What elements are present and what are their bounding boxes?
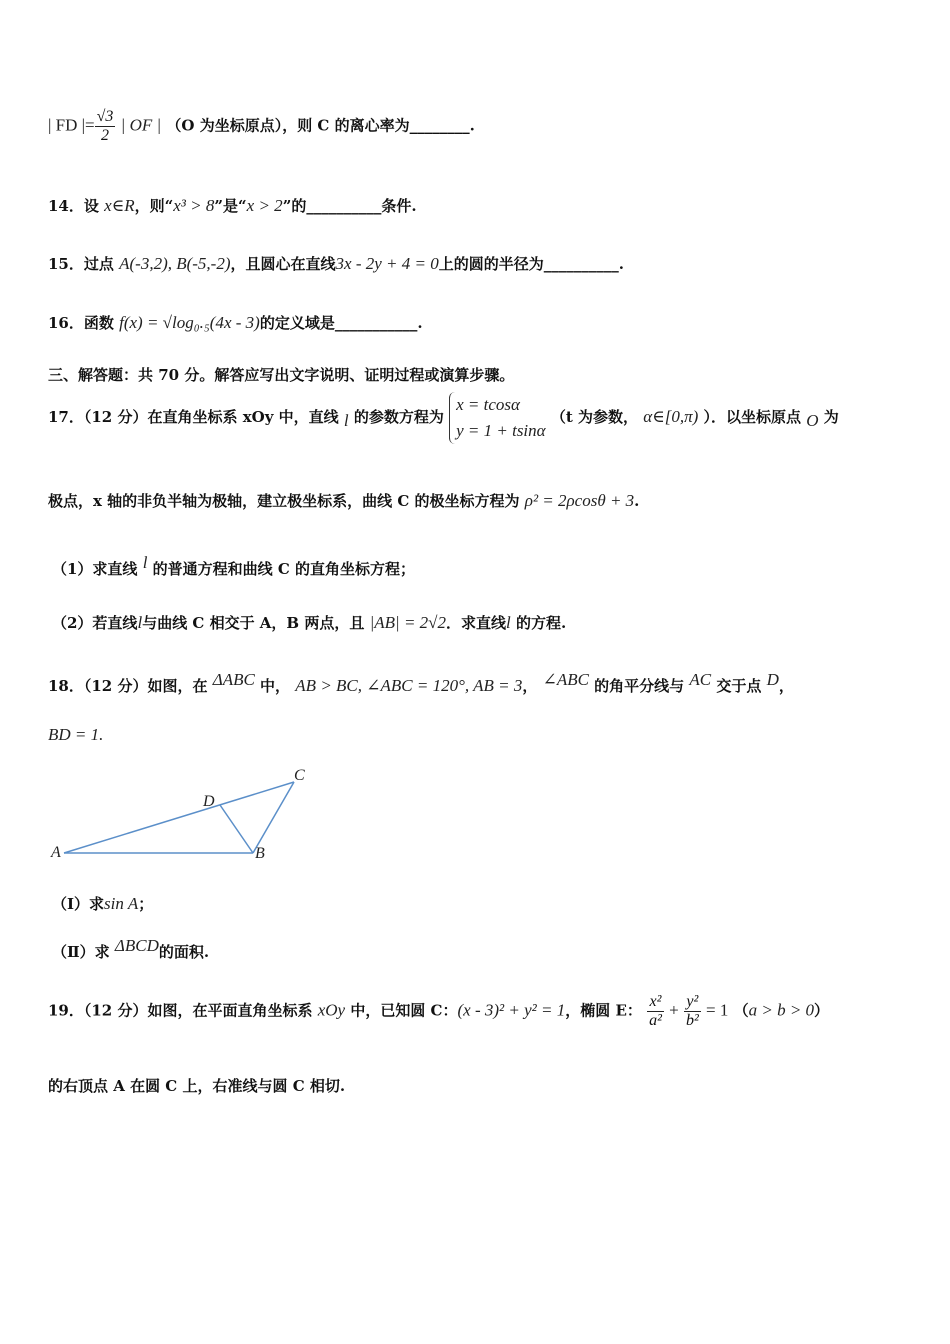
q17-number: 17．（12 分）在直角坐标系 xOy 中，直线: [48, 408, 339, 426]
q19-frac-x: [647, 993, 664, 1030]
q17-p2-a: （2）若直线: [52, 614, 138, 632]
q18-text-5: ，: [778, 677, 794, 695]
q18-bd: BD = 1.: [48, 725, 104, 744]
q17-eq-2: y = 1 + tsinα: [456, 421, 546, 440]
q17-eq-1: x = tcosα: [456, 395, 520, 414]
q17-polar-eq: ρ² = 2ρcosθ + 3: [524, 491, 635, 510]
q17-line2-text: 极点，x 轴的非负半轴为极轴，建立极坐标系，曲线 C 的极坐标方程为: [48, 492, 520, 510]
q18-bcd: ΔBCD: [114, 936, 159, 955]
q16-text-1: 的定义域是___________.: [259, 314, 423, 332]
q18-text-1: 中，: [260, 677, 291, 695]
q19-fy: y²: [684, 993, 701, 1012]
q18-text-3: 的角平分线与: [594, 677, 685, 695]
q17-text-4: 为: [823, 408, 839, 426]
q19-text-1: 中，已知圆 C：: [350, 1001, 458, 1020]
q16-math-1: f(x) = √log₀.₅(4x - 3): [119, 313, 260, 332]
q17-p1-l: l: [142, 553, 148, 572]
q14-math-2: x³ > 8: [173, 196, 215, 215]
q15-number: 15．过点: [48, 255, 114, 273]
q17-p2-b: 与曲线 C 相交于 A，B 两点，且: [142, 614, 365, 632]
q18-p2-end: 的面积.: [158, 943, 210, 961]
q19-eq: = 1: [706, 1000, 729, 1020]
q15-text-2: 上的圆的半径为__________.: [438, 255, 624, 273]
q17-part-2: [52, 612, 566, 633]
q14-math-3: x > 2: [246, 196, 283, 215]
q19-number: 19．（12 分）如图，在平面直角坐标系: [48, 1001, 313, 1020]
q18-p1-end: ；: [138, 895, 154, 913]
q19-math-1: xOy: [317, 1000, 346, 1020]
q18-math-5: D: [766, 670, 779, 689]
q18-sin-a: sin A: [104, 894, 139, 913]
q18-math-3: ∠ABC: [542, 670, 589, 689]
q15-text-1: ，且圆心在直线: [230, 255, 336, 273]
q19-circle-eq: (x - 3)² + y² = 1: [457, 1000, 566, 1020]
q14-math-1: x∈R: [104, 196, 135, 215]
question-15: [48, 253, 624, 274]
q17-p2-d: 的方程.: [515, 614, 567, 632]
q17-p1-b: 的普通方程和曲线 C 的直角坐标方程；: [152, 560, 416, 578]
q19-text-3: （: [733, 1001, 749, 1020]
q13-frac-den: 2: [101, 127, 110, 144]
q19-cond: a > b > 0: [748, 1000, 815, 1020]
q17-p2-l2: l: [506, 613, 511, 632]
q14-text-2: ”是“: [214, 197, 247, 215]
q19-fx: x²: [647, 993, 664, 1012]
q15-math-1: A(-3,2), B(-5,-2): [119, 254, 231, 273]
q17-p2-l: l: [137, 613, 143, 632]
q13-fraction: [95, 108, 116, 145]
q18-part-2: [52, 936, 209, 962]
question-19: 19．（12 分）如图，在平面直角坐标系 xOy 中，已知圆 C：(x - 3)² + y² = 1，椭圆 E： $\frac{\text{x²}}{\text{a²}}$ + $\frac{\text{y²}}{\text{b²}}$ = 1 （a > b > 0）: [48, 993, 830, 1029]
q19-line2-text: 的右顶点 A 在圆 C 上，右准线与圆 C 相切.: [48, 1077, 346, 1095]
q13-text: （O 为坐标原点），则 C 的离心率为________.: [166, 116, 475, 135]
q18-math-1: ΔABC: [212, 670, 255, 689]
q14-text-1: ，则“: [134, 197, 174, 215]
label-c: C: [294, 767, 305, 784]
q19-line-2: [48, 1075, 345, 1096]
q13-frac-num: √3: [96, 108, 114, 125]
q18-number: 18．（12 分）如图，在: [48, 677, 208, 695]
label-a: A: [51, 844, 61, 860]
q19-text-2: ，椭圆 E：: [565, 1001, 642, 1020]
q17-line-l: l: [343, 411, 349, 430]
q17-p2-c: ．求直线: [446, 614, 507, 632]
q13-math-rhs: | OF |: [120, 115, 162, 135]
q17-origin: O: [806, 411, 819, 430]
q18-math-2: AB > BC, ∠ABC = 120°, AB = 3: [295, 676, 523, 695]
q15-math-2: 3x - 2y + 4 = 0: [335, 254, 439, 273]
q18-text-2: ，: [522, 677, 538, 695]
q17-part-1: [52, 553, 415, 579]
q16-number: 16．函数: [48, 314, 114, 332]
q18-p2: （Ⅱ）求: [52, 943, 110, 961]
q18-math-4: AC: [689, 670, 712, 689]
q19-text-4: ）: [814, 1001, 830, 1020]
q19-fb: b²: [685, 1012, 699, 1029]
q13-tail: [48, 108, 475, 145]
q19-fa: a²: [649, 1012, 662, 1029]
question-17: [48, 392, 839, 444]
label-b: B: [255, 845, 265, 860]
q17-param-system: [449, 392, 545, 444]
q18-line-2: [48, 725, 103, 745]
q17-text-3: ）．以坐标原点: [703, 408, 802, 426]
q17-math-1: α∈[0,π): [643, 407, 699, 426]
q14-number: 14．设: [48, 197, 99, 215]
triangle-figure: [48, 760, 318, 860]
section-3-header: 三、解答题：共 70 分。解答应写出文字说明、证明过程或演算步骤。: [48, 366, 515, 384]
q19-frac-y: [684, 993, 701, 1030]
q18-p1: （Ⅰ）求: [52, 895, 105, 913]
q17-ab-length: |AB| = 2√2: [369, 613, 446, 632]
q17-end: .: [634, 492, 640, 510]
question-18: [48, 670, 794, 696]
q17-text-1: 的参数方程为: [353, 408, 444, 426]
q18-text-4: 交于点: [716, 677, 762, 695]
label-d: D: [203, 793, 215, 810]
q17-p1-a: （1）求直线: [52, 560, 138, 578]
q17-line-2: [48, 490, 639, 511]
question-16: [48, 312, 423, 333]
q17-text-2: （t 为参数，: [550, 408, 638, 426]
question-14: [48, 195, 417, 216]
q13-math-lhs: | FD |=: [48, 115, 95, 135]
edge-bd: [220, 805, 253, 853]
q18-part-1: [52, 893, 153, 914]
q14-text-3: ”的__________条件.: [282, 197, 417, 215]
